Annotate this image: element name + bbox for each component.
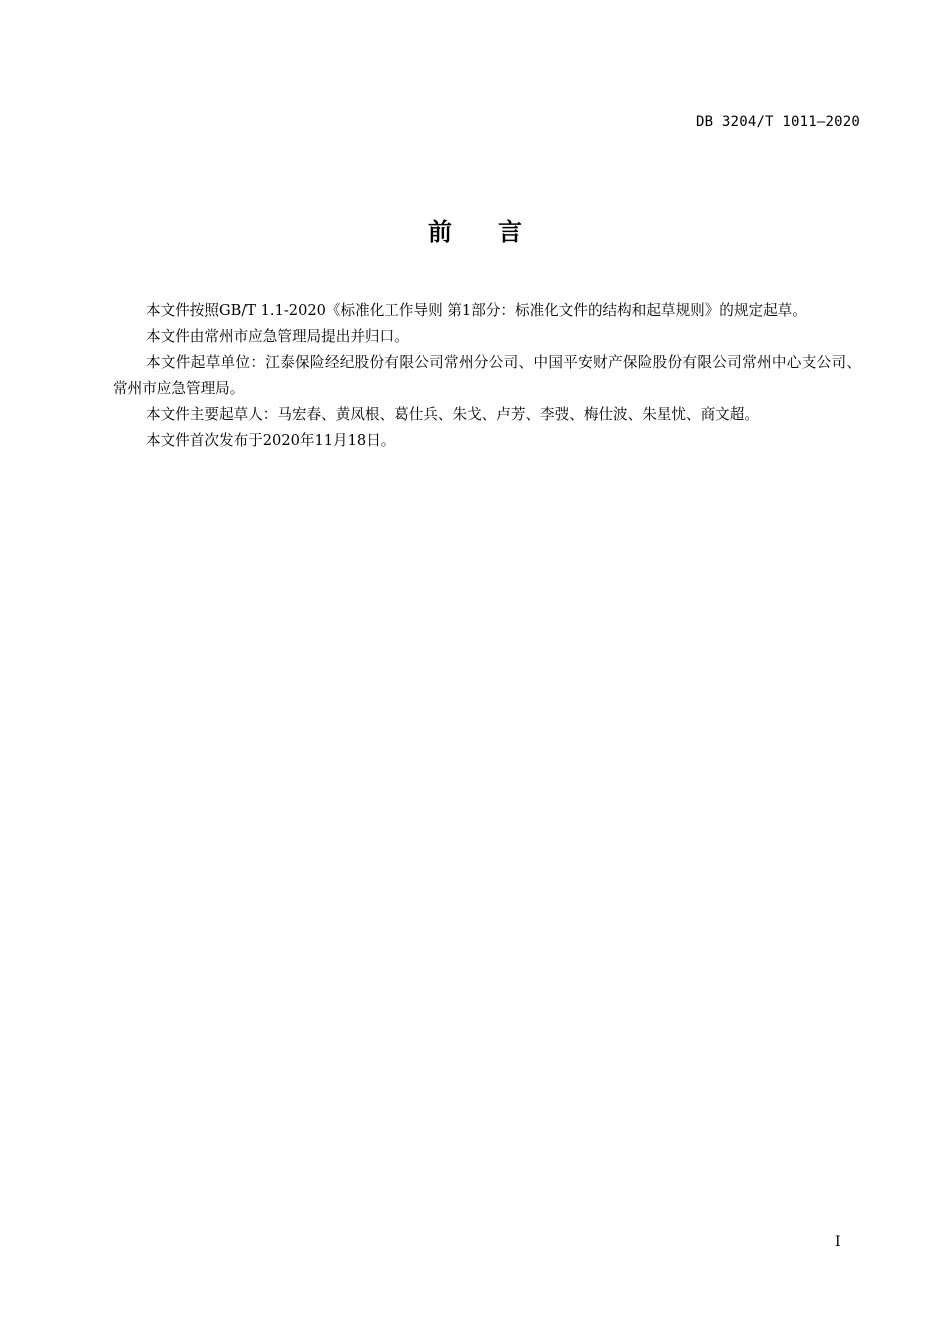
document-code: DB 3204/T 1011—2020	[696, 114, 860, 130]
paragraph-release-date: 本文件首次发布于2020年11月18日。	[146, 432, 396, 449]
page-number: I	[835, 1234, 841, 1250]
paragraph-drafters: 本文件主要起草人：马宏春、黄凤根、葛仕兵、朱戈、卢芳、李弢、梅仕波、朱星忧、商文超。	[146, 406, 759, 423]
paragraph-drafting-units: 本文件起草单位：江泰保险经纪股份有限公司常州分公司、中国平安财产保险股份有限公司常州中心支公司、常州市应急管理局。	[113, 354, 861, 397]
paragraph-proposer: 本文件由常州市应急管理局提出并归口。	[146, 328, 409, 345]
foreword-body	[113, 298, 861, 454]
paragraph-drafting-rules: 本文件按照GB/T 1.1-2020《标准化工作导则 第1部分：标准化文件的结构和起草规则》的规定起草。	[146, 302, 807, 319]
page-title: 前言	[428, 218, 568, 246]
